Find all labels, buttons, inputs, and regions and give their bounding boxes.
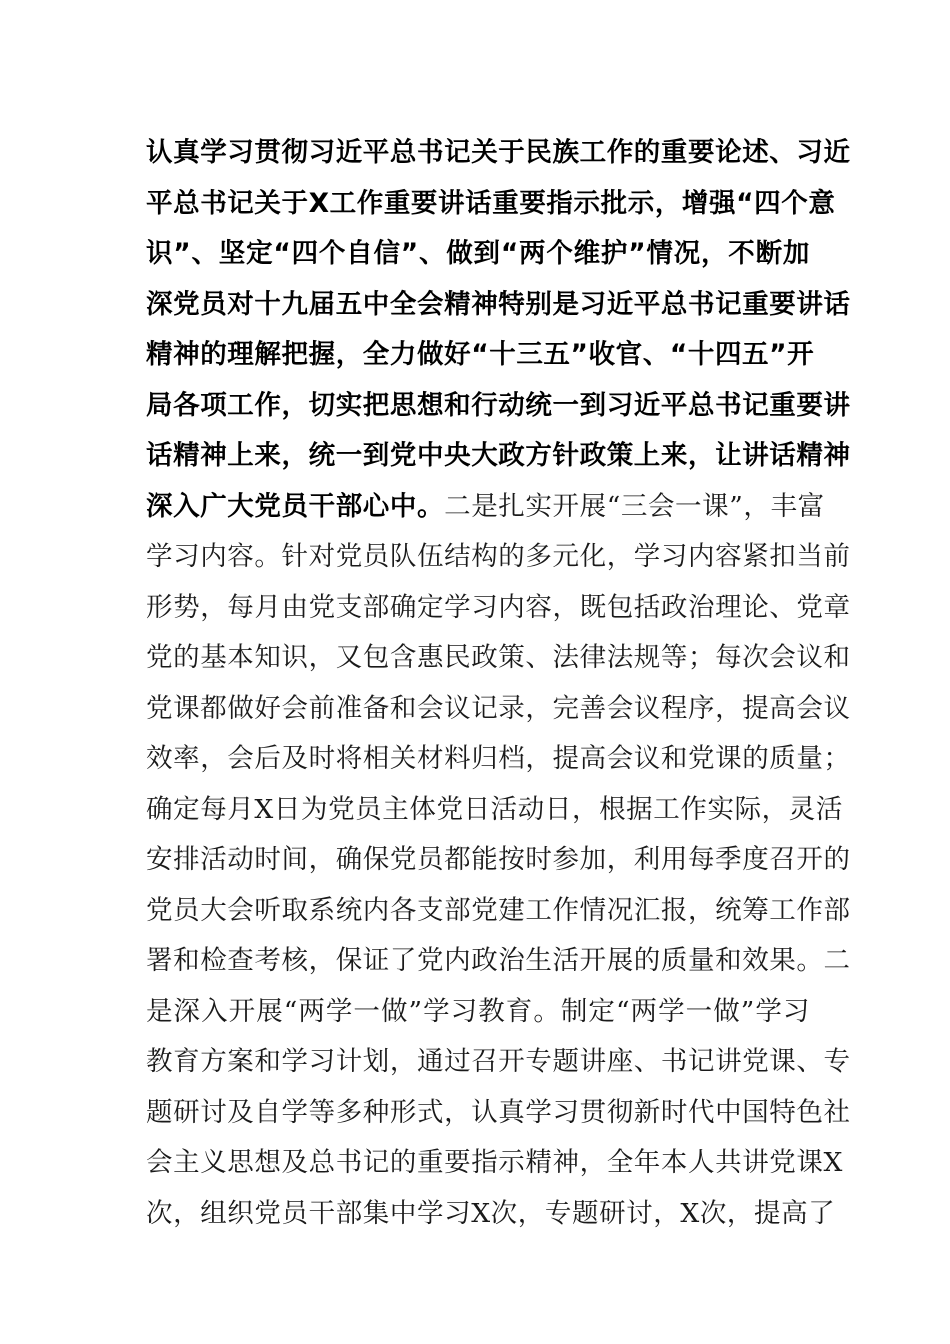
text-line (146, 330, 815, 381)
text-line (146, 229, 810, 280)
text-line (146, 128, 851, 179)
text-line (146, 431, 851, 482)
text-line (146, 633, 851, 684)
bold-text: 识”、坚定“四个自信”、做到“两个维护”情况，不断加 (146, 238, 810, 269)
text-line (146, 381, 851, 432)
regular-text: 党的基本知识，又包含惠民政策、法律法规等；每次会议和 (146, 642, 851, 673)
text-line (146, 684, 851, 735)
regular-text: 确定每月X日为党员主体党日活动日，根据工作实际，灵活 (146, 793, 843, 825)
regular-text: 题研讨及自学等多种形式，认真学习贯彻新时代中国特色社 (146, 1096, 851, 1128)
regular-text: 学习内容。针对党员队伍结构的多元化，学习内容紧扣当前 (146, 541, 851, 572)
regular-text: 教育方案和学习计划，通过召开专题讲座、书记讲党课、专 (146, 1046, 851, 1077)
text-line (146, 987, 810, 1038)
regular-text: 安排活动时间，确保党员都能按时参加，利用每季度召开的 (146, 844, 851, 875)
text-line (146, 1088, 851, 1139)
regular-text: 署和检查考核，保证了党内政治生活开展的质量和效果。二 (146, 945, 851, 976)
text-line (146, 1138, 843, 1189)
bold-text: 深党员对十九届五中全会精神特别是习近平总书记重要讲话 (146, 288, 851, 320)
regular-text: 二是扎实开展“三会一课”，丰富 (444, 490, 825, 522)
text-line (146, 482, 825, 533)
bold-text: 平总书记关于X工作重要讲话重要指示批示，增强“四个意 (146, 187, 836, 219)
text-line (146, 785, 843, 836)
regular-text: 会主义思想及总书记的重要指示精神，全年本人共讲党课X (146, 1147, 843, 1178)
regular-text: 是深入开展“两学一做”学习教育。制定“两学一做”学习 (146, 995, 810, 1027)
text-line (146, 835, 851, 886)
regular-text: 次，组织党员干部集中学习X次，专题研讨，X次，提高了 (146, 1197, 836, 1229)
bold-text: 深入广大党员干部心中。 (146, 490, 445, 522)
text-line (146, 1037, 851, 1088)
text-line (146, 1189, 836, 1240)
text-line (146, 734, 851, 785)
regular-text: 形势，每月由党支部确定学习内容，既包括政治理论、党章 (146, 591, 851, 623)
text-line (146, 280, 851, 331)
text-line (146, 532, 851, 583)
text-line (146, 179, 836, 230)
regular-text: 效率，会后及时将相关材料归档，提高会议和党课的质量； (146, 743, 851, 774)
regular-text: 党课都做好会前准备和会议记录，完善会议程序，提高会议 (146, 692, 851, 724)
text-line (146, 886, 851, 937)
bold-text: 局各项工作，切实把思想和行动统一到习近平总书记重要讲 (146, 389, 851, 421)
text-line (146, 936, 851, 987)
bold-text: 精神的理解把握，全力做好“十三五”收官、“十四五”开 (146, 339, 815, 370)
body-text (146, 128, 851, 1239)
bold-text: 认真学习贯彻习近平总书记关于民族工作的重要论述、习近 (146, 137, 851, 168)
bold-text: 话精神上来，统一到党中央大政方针政策上来，让讲话精神 (146, 440, 851, 471)
text-line (146, 583, 851, 634)
regular-text: 党员大会听取系统内各支部党建工作情况汇报，统筹工作部 (146, 894, 851, 926)
